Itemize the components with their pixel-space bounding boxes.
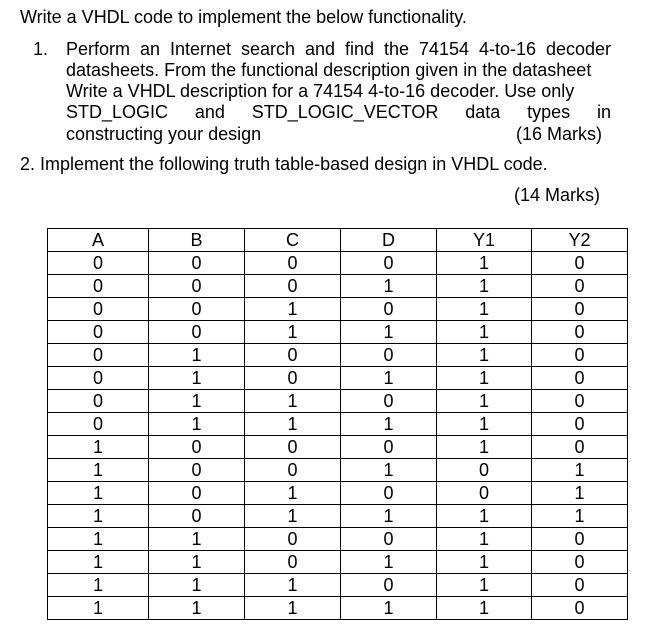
cell-b: 0 [149, 275, 245, 298]
cell-y1: 1 [437, 505, 532, 528]
cell-y1: 1 [437, 528, 532, 551]
cell-d: 0 [341, 482, 437, 505]
cell-b: 1 [149, 528, 245, 551]
cell-a: 1 [48, 597, 149, 620]
truth-table-body [48, 252, 628, 620]
cell-y1: 1 [437, 298, 532, 321]
table-row [48, 298, 628, 321]
column-header-y2: Y2 [532, 229, 628, 252]
cell-d: 0 [341, 344, 437, 367]
table-row [48, 597, 628, 620]
cell-a: 0 [48, 367, 149, 390]
cell-d: 0 [341, 252, 437, 275]
cell-y1: 1 [437, 551, 532, 574]
column-header-b: B [149, 229, 245, 252]
cell-y2: 1 [532, 482, 628, 505]
cell-d: 1 [341, 321, 437, 344]
cell-b: 1 [149, 597, 245, 620]
cell-a: 1 [48, 482, 149, 505]
cell-b: 0 [149, 252, 245, 275]
question-1-line-5: constructing your design [66, 124, 262, 144]
table-row [48, 413, 628, 436]
cell-y2: 0 [532, 413, 628, 436]
question-2-text: 2. Implement the following truth table-based design in VHDL code. [20, 154, 548, 174]
cell-a: 1 [48, 505, 149, 528]
cell-c: 1 [245, 574, 341, 597]
cell-y1: 1 [437, 413, 532, 436]
cell-y2: 0 [532, 252, 628, 275]
truth-table [47, 228, 628, 620]
cell-a: 1 [48, 459, 149, 482]
cell-c: 0 [245, 436, 341, 459]
cell-y1: 1 [437, 275, 532, 298]
cell-d: 1 [341, 505, 437, 528]
cell-b: 1 [149, 390, 245, 413]
cell-y1: 1 [437, 390, 532, 413]
cell-a: 1 [48, 551, 149, 574]
table-row [48, 367, 628, 390]
cell-c: 1 [245, 482, 341, 505]
cell-y1: 1 [437, 597, 532, 620]
cell-a: 0 [48, 298, 149, 321]
cell-c: 1 [245, 321, 341, 344]
cell-c: 0 [245, 275, 341, 298]
cell-y2: 0 [532, 551, 628, 574]
cell-b: 0 [149, 436, 245, 459]
cell-d: 0 [341, 574, 437, 597]
cell-a: 0 [48, 275, 149, 298]
cell-a: 1 [48, 528, 149, 551]
cell-y1: 1 [437, 436, 532, 459]
cell-c: 0 [245, 459, 341, 482]
cell-d: 1 [341, 367, 437, 390]
cell-a: 1 [48, 574, 149, 597]
cell-a: 0 [48, 344, 149, 367]
cell-y1: 1 [437, 252, 532, 275]
cell-c: 0 [245, 252, 341, 275]
cell-d: 1 [341, 413, 437, 436]
column-header-c: C [245, 229, 341, 252]
cell-c: 1 [245, 413, 341, 436]
cell-c: 0 [245, 344, 341, 367]
page-title: Write a VHDL code to implement the below functionality. [20, 7, 467, 27]
cell-c: 0 [245, 528, 341, 551]
table-row [48, 574, 628, 597]
cell-b: 0 [149, 459, 245, 482]
table-row [48, 482, 628, 505]
question-2-marks: (14 Marks) [514, 185, 601, 205]
table-row [48, 321, 628, 344]
cell-a: 0 [48, 413, 149, 436]
cell-b: 1 [149, 367, 245, 390]
cell-d: 1 [341, 551, 437, 574]
cell-y2: 1 [532, 459, 628, 482]
cell-b: 0 [149, 505, 245, 528]
cell-a: 0 [48, 321, 149, 344]
column-header-a: A [48, 229, 149, 252]
cell-y2: 1 [532, 505, 628, 528]
cell-y2: 0 [532, 367, 628, 390]
cell-d: 1 [341, 459, 437, 482]
table-row [48, 436, 628, 459]
cell-c: 1 [245, 505, 341, 528]
table-row [48, 528, 628, 551]
cell-c: 1 [245, 390, 341, 413]
cell-y2: 0 [532, 436, 628, 459]
cell-y1: 1 [437, 367, 532, 390]
cell-y2: 0 [532, 597, 628, 620]
question-1-marks: (16 Marks) [516, 124, 603, 144]
cell-b: 1 [149, 551, 245, 574]
cell-y2: 0 [532, 275, 628, 298]
table-row [48, 344, 628, 367]
question-1-line-1: Perform an Internet search and find the 74154 4-to-16 decoder [66, 39, 611, 59]
cell-y2: 0 [532, 574, 628, 597]
cell-y2: 0 [532, 321, 628, 344]
cell-d: 1 [341, 597, 437, 620]
cell-y2: 0 [532, 528, 628, 551]
cell-d: 0 [341, 436, 437, 459]
cell-y1: 1 [437, 321, 532, 344]
cell-b: 0 [149, 298, 245, 321]
table-row [48, 505, 628, 528]
cell-c: 1 [245, 597, 341, 620]
cell-d: 0 [341, 390, 437, 413]
cell-b: 1 [149, 344, 245, 367]
cell-a: 0 [48, 390, 149, 413]
cell-y2: 0 [532, 344, 628, 367]
question-1-number: 1. [33, 39, 49, 59]
cell-y1: 0 [437, 482, 532, 505]
cell-d: 0 [341, 528, 437, 551]
cell-b: 1 [149, 413, 245, 436]
question-1-line-4: STD_LOGIC and STD_LOGIC_VECTOR data types in [66, 102, 611, 122]
cell-a: 1 [48, 436, 149, 459]
cell-y1: 1 [437, 574, 532, 597]
table-row [48, 459, 628, 482]
table-row [48, 551, 628, 574]
cell-c: 0 [245, 551, 341, 574]
table-row [48, 252, 628, 275]
cell-a: 0 [48, 252, 149, 275]
cell-d: 1 [341, 275, 437, 298]
table-row [48, 275, 628, 298]
cell-y1: 1 [437, 344, 532, 367]
column-header-d: D [341, 229, 437, 252]
cell-y2: 0 [532, 298, 628, 321]
column-header-y1: Y1 [437, 229, 532, 252]
question-1-line-3: Write a VHDL description for a 74154 4-to-16 decoder. Use only [66, 81, 575, 101]
cell-c: 1 [245, 298, 341, 321]
truth-table-header-row [48, 229, 628, 252]
table-row [48, 390, 628, 413]
cell-d: 0 [341, 298, 437, 321]
cell-y2: 0 [532, 390, 628, 413]
question-1-line-2: datasheets. From the functional description given in the datasheet [66, 60, 592, 80]
cell-c: 0 [245, 367, 341, 390]
cell-y1: 0 [437, 459, 532, 482]
cell-b: 0 [149, 482, 245, 505]
cell-b: 0 [149, 321, 245, 344]
cell-b: 1 [149, 574, 245, 597]
